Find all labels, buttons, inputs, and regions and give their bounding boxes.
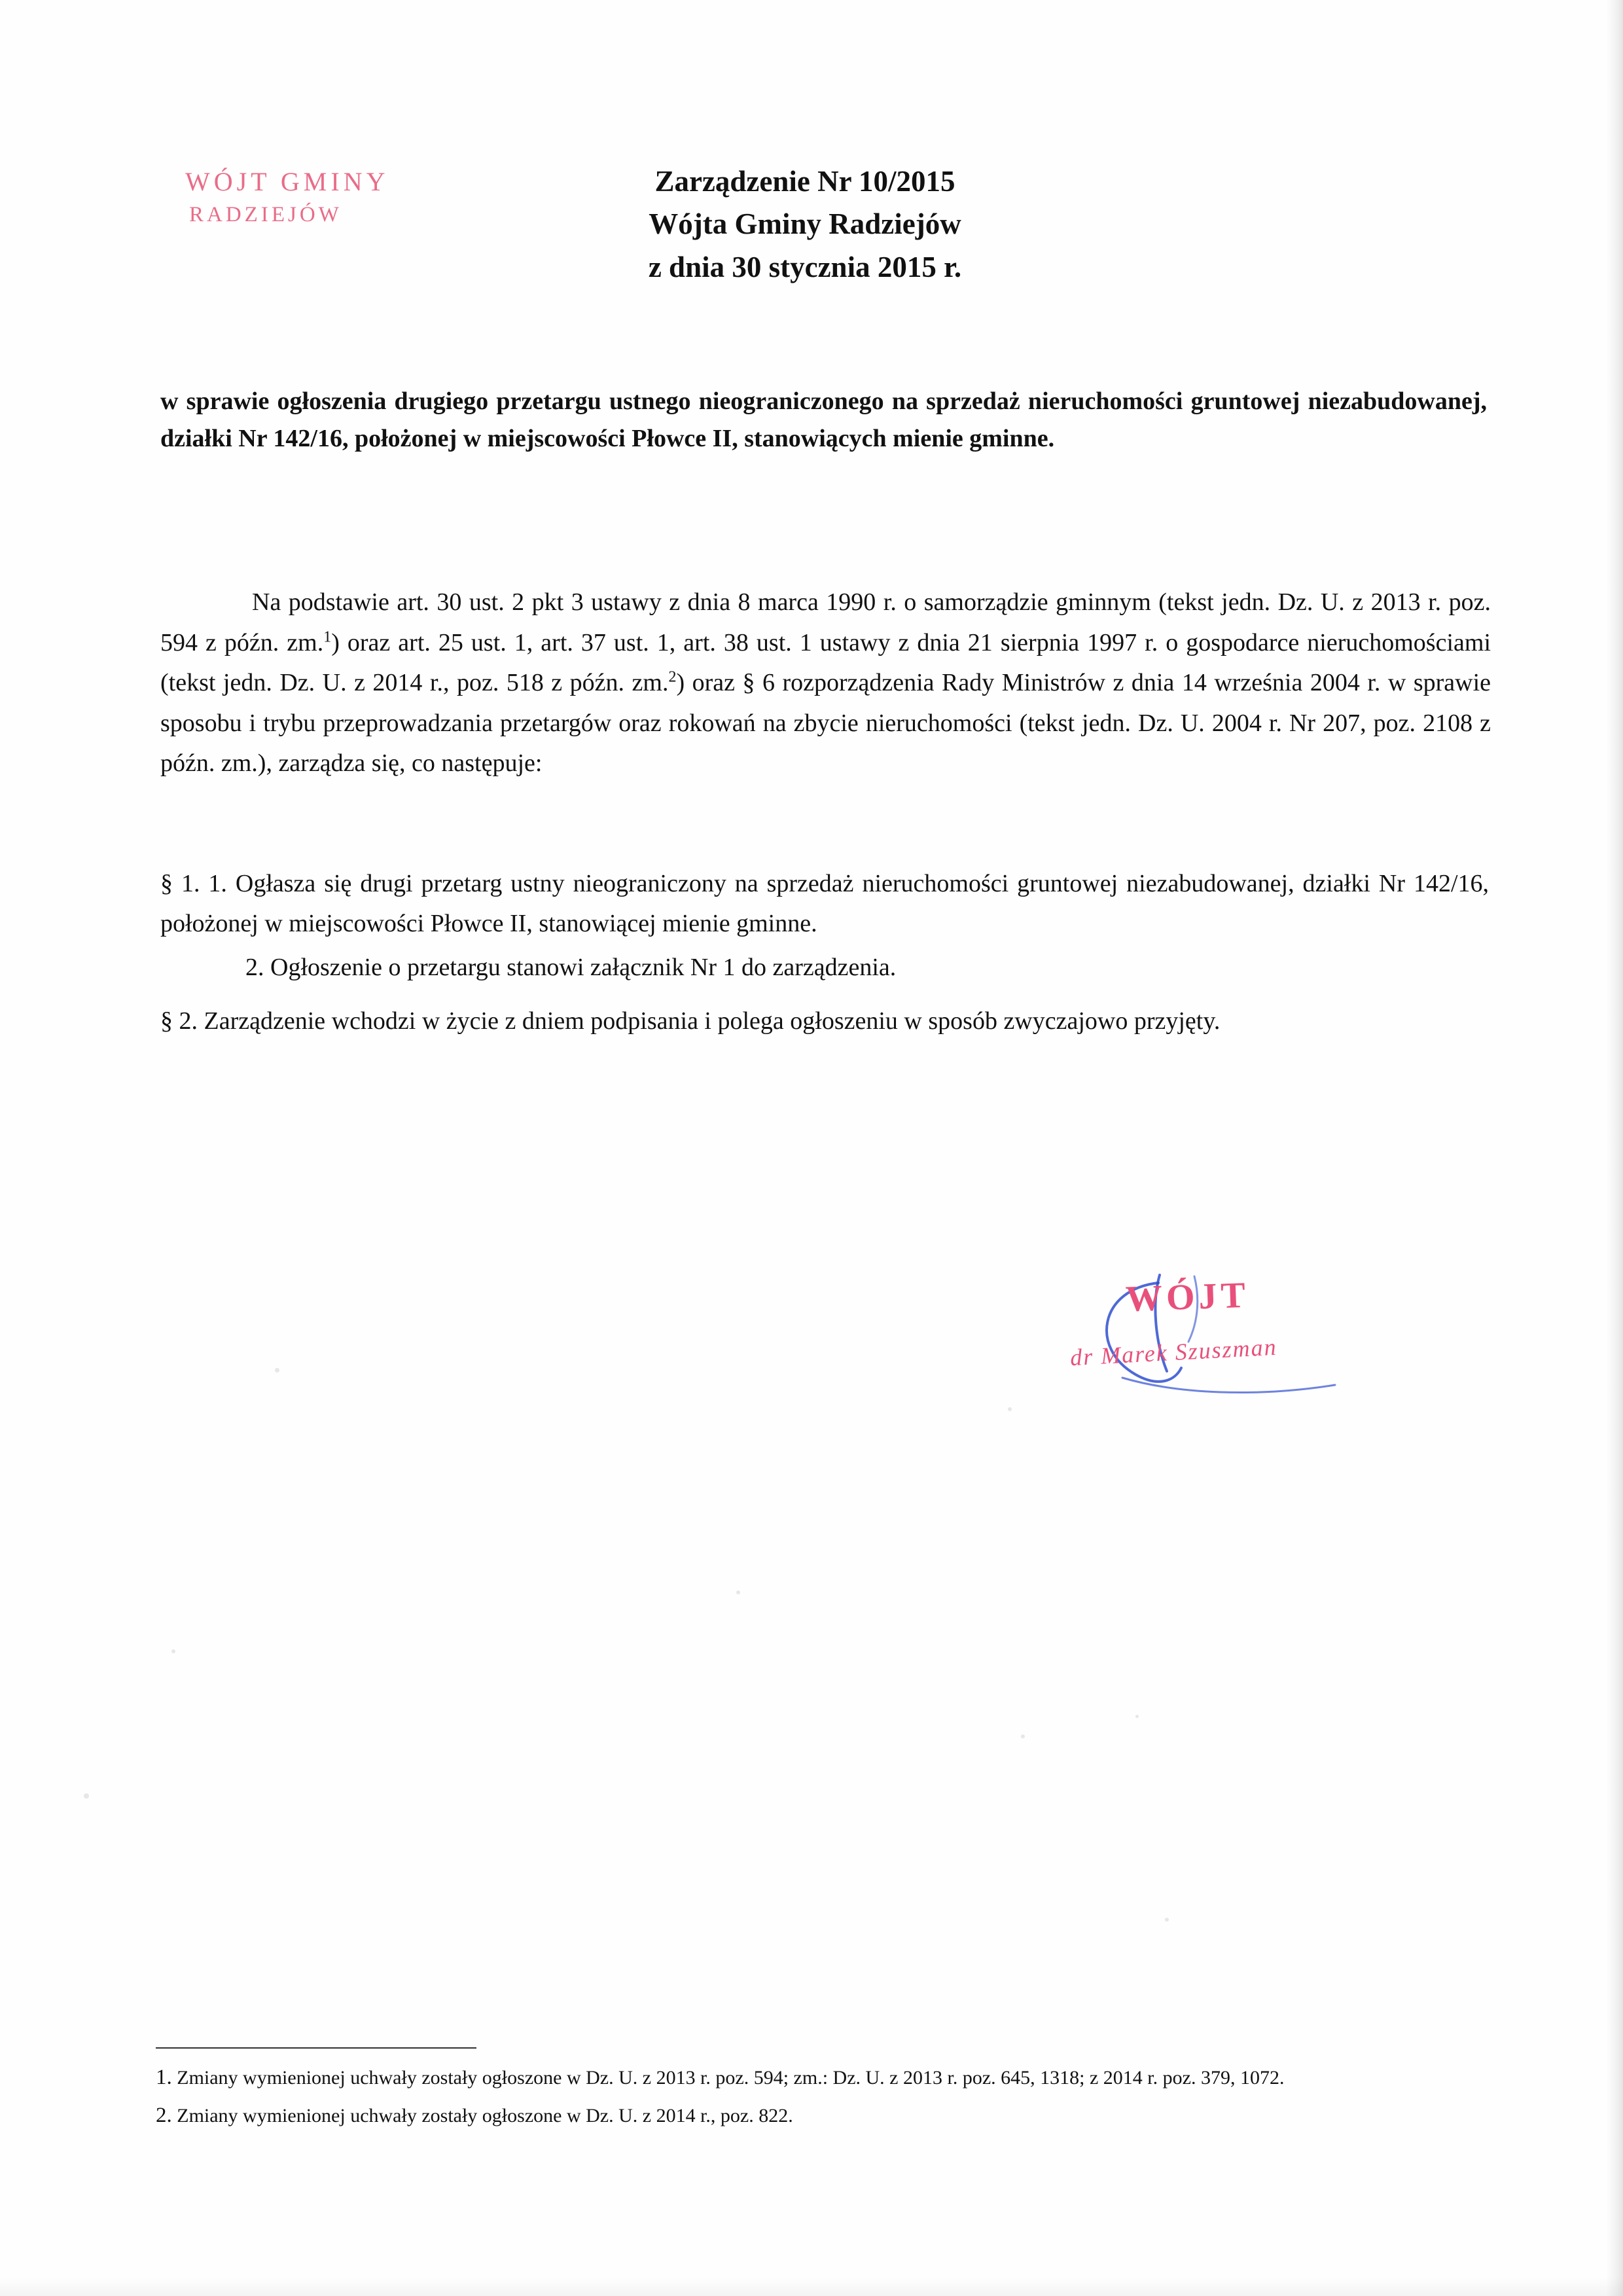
footnote-separator (156, 2047, 476, 2049)
stamp-line-1: WÓJT GMINY (185, 167, 389, 196)
title-line-1: Zarządzenie Nr 10/2015 (654, 165, 955, 198)
scan-speck (1135, 1715, 1139, 1718)
section-1-point-1: § 1. 1. Ogłasza się drugi przetarg ustny nieograniczony na sprzedaż nieruchomości gruntowej niezabudowanej, działki Nr 142/16, położonej w miejscowości Płowce II, stanowiącej mienie gminne. (160, 870, 1489, 937)
office-stamp (185, 165, 389, 228)
title-line-3: z dnia 30 stycznia 2015 r. (648, 250, 962, 283)
footnote-number: 2. (156, 2103, 172, 2127)
scan-speck (84, 1793, 89, 1799)
legal-part-3: ) oraz § 6 rozporządzenia Rady Ministrów z dnia 14 września 2004 r. w sprawie sposobu i trybu przeprowadzania przetargów oraz rokowań na zbycie nieruchomości (tekst jedn. Dz. U. 2004 r. Nr 207, poz. 2108 z późn. zm.), zarządza się, co następuje: (160, 669, 1491, 778)
scan-speck (1008, 1407, 1012, 1411)
scan-edge-bottom (0, 2276, 1623, 2296)
document-title (510, 160, 1099, 289)
legal-basis (160, 583, 1491, 784)
legal-part-1: Na podstawie art. 30 ust. 2 pkt 3 ustawy z dnia 8 marca 1990 r. o samorządzie gminnym (tekst jedn. Dz. U. z 2013 r. poz. 594 z późn. zm. (160, 588, 1491, 656)
signature-name: dr Marek Szuszman (1069, 1333, 1278, 1371)
scan-speck (1021, 1734, 1025, 1738)
section-1-point-2: 2. Ogłoszenie o przetargu stanowi załącznik Nr 1 do zarządzenia. (245, 953, 897, 981)
section-paragraph-1 (160, 864, 1489, 987)
footnote-text: Zmiany wymienionej uchwały zostały ogłoszone w Dz. U. z 2014 r., poz. 822. (177, 2104, 793, 2126)
footnotes (156, 2062, 1491, 2137)
signature-title: WÓJT (1124, 1274, 1250, 1320)
stamp-line-2: RADZIEJÓW (189, 203, 342, 227)
title-line-2: Wójta Gminy Radziejów (649, 207, 961, 241)
scan-speck (171, 1649, 175, 1653)
footnote-number: 1. (156, 2066, 172, 2089)
legal-part-2: ) oraz art. 25 ust. 1, art. 37 ust. 1, art. 38 ust. 1 ustawy z dnia 21 sierpnia 1997 r. o gospodarce nieruchomościami (tekst jedn. Dz. U. z 2014 r., poz. 518 z późn. zm. (160, 628, 1491, 697)
footnote-item (156, 2100, 1491, 2132)
footnote-ref-2: 2 (668, 668, 677, 686)
document-subject: w sprawie ogłoszenia drugiego przetargu ustnego nieograniczonego na sprzedaż nieruchomości gruntowej niezabudowanej, działki Nr 142/16, położonej w miejscowości Płowce II, stanowiących mienie gminne. (160, 387, 1487, 452)
scan-edge-right (1606, 0, 1623, 2296)
signature-block (1060, 1263, 1414, 1433)
scan-speck (1165, 1918, 1169, 1922)
scan-speck (736, 1590, 740, 1594)
section-paragraph-2: § 2. Zarządzenie wchodzi w życie z dniem podpisania i polega ogłoszeniu w sposób zwyczajowo przyjęty. (160, 1007, 1221, 1035)
footnote-ref-1: 1 (323, 628, 332, 645)
footnote-text: Zmiany wymienionej uchwały zostały ogłoszone w Dz. U. z 2013 r. poz. 594; zm.: Dz. U. z 2013 r. poz. 645, 1318; z 2014 r. poz. 379, 1072. (177, 2067, 1285, 2089)
scan-speck (275, 1368, 279, 1372)
footnote-item (156, 2062, 1491, 2094)
